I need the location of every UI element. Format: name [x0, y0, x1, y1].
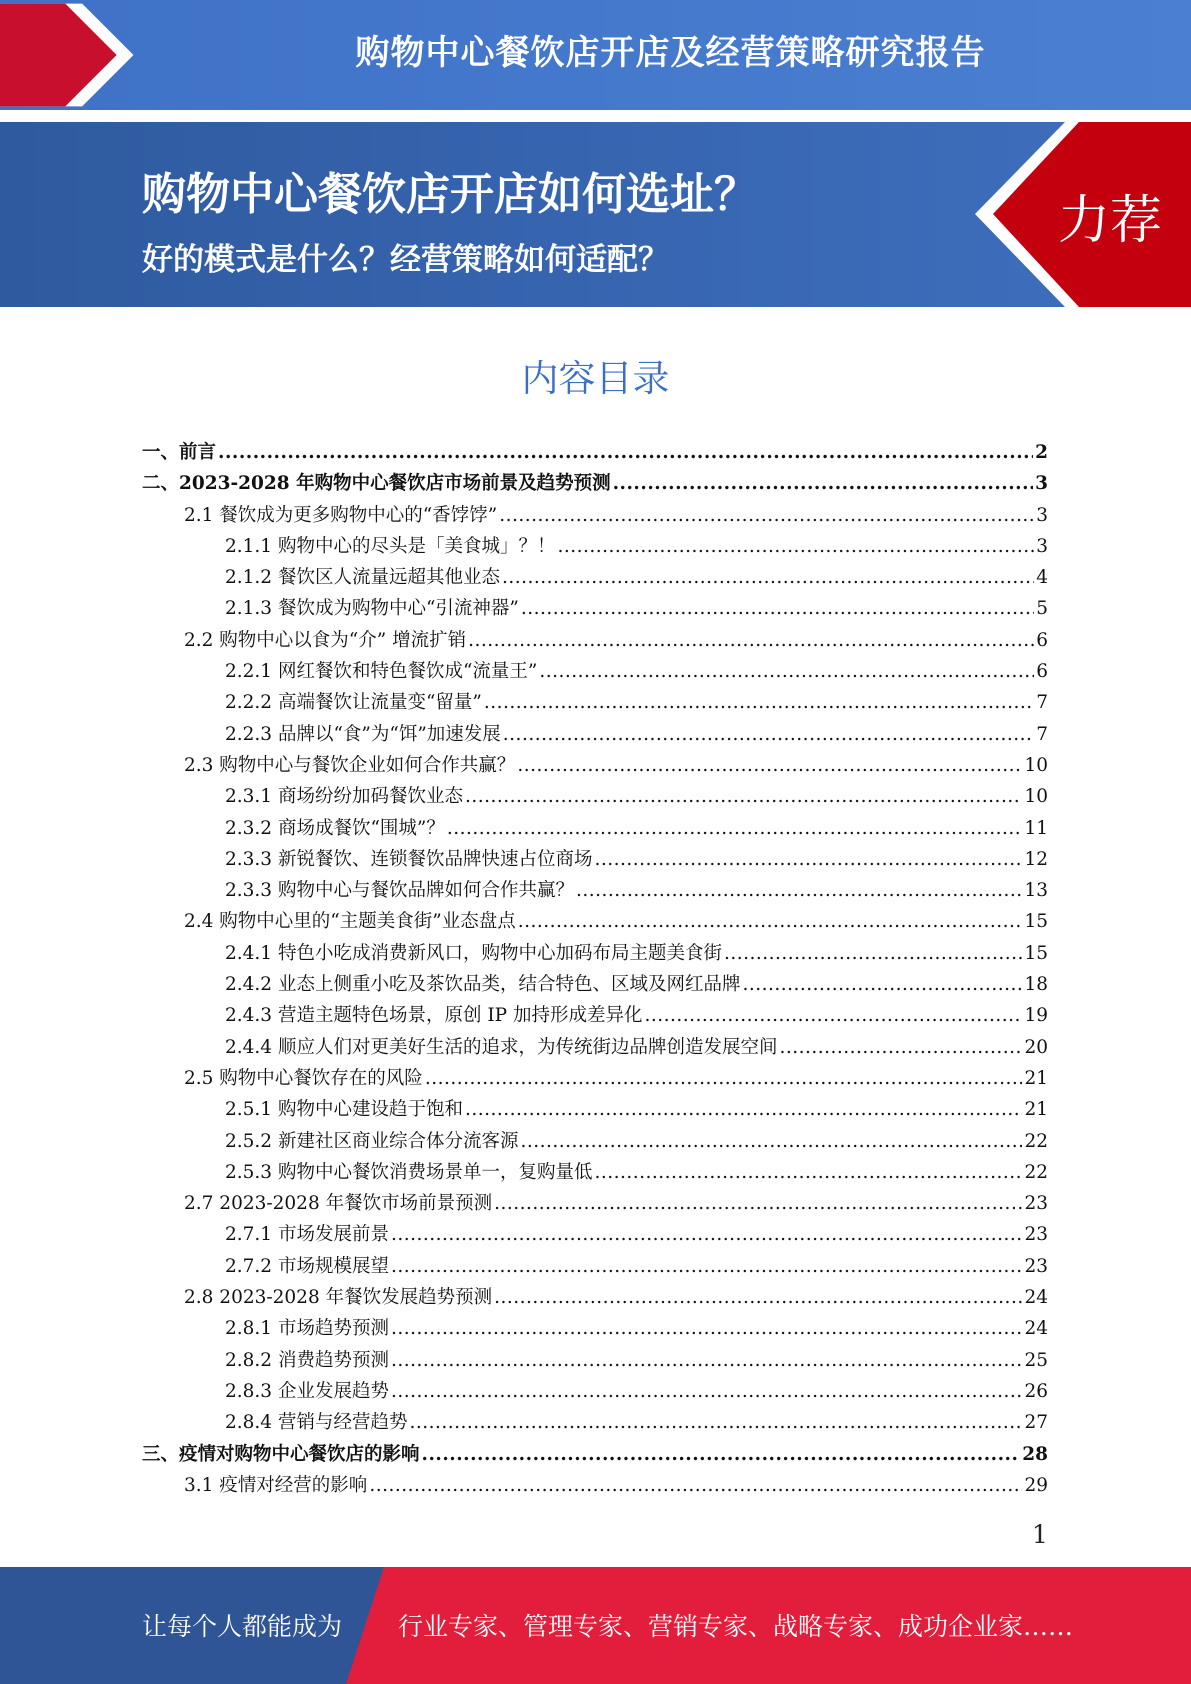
- toc-dot-leader: [742, 969, 1022, 1000]
- toc-entry-title: 一、前言: [142, 442, 217, 463]
- toc-entry-title: 2.7 2023-2028 年餐饮市场前景预测: [184, 1193, 493, 1215]
- toc-entry-title: 2.5.2 新建社区商业综合体分流客源: [225, 1130, 519, 1152]
- toc-entry-page: 27: [1024, 1412, 1048, 1434]
- toc-entry[interactable]: [142, 750, 1048, 781]
- toc-entry-page: 19: [1024, 1005, 1048, 1027]
- toc-entry-title: 2.5 购物中心餐饮存在的风险: [184, 1067, 423, 1089]
- toc-entry-title: 2.4.4 顺应人们对更美好生活的追求，为传统街边品牌创造发展空间: [225, 1036, 778, 1058]
- toc-dot-leader: [644, 1000, 1022, 1031]
- toc-entry-page: 7: [1036, 723, 1048, 745]
- toc-entry-page: 3: [1036, 535, 1048, 557]
- toc-entry[interactable]: [142, 593, 1048, 624]
- toc-dot-leader: [779, 1032, 1022, 1063]
- recommend-badge: 力荐: [1058, 191, 1163, 251]
- toc-entry-page: 12: [1024, 848, 1048, 870]
- toc-entry-page: 23: [1024, 1193, 1048, 1215]
- toc-entry-page: 21: [1024, 1067, 1048, 1089]
- toc-dot-leader: [468, 625, 1034, 656]
- toc-entry-page: 21: [1024, 1099, 1048, 1121]
- toc-dot-leader: [517, 750, 1022, 781]
- toc-entry-page: 10: [1024, 786, 1048, 808]
- banner-title: 购物中心餐饮店开店及经营策略研究报告: [355, 33, 986, 73]
- toc-entry[interactable]: [142, 1313, 1048, 1344]
- toc-entry[interactable]: [142, 1188, 1048, 1219]
- toc-entry-page: 7: [1036, 692, 1048, 714]
- toc-entry-page: 28: [1022, 1443, 1048, 1465]
- toc-dot-leader: [518, 906, 1023, 937]
- toc-entry-page: 10: [1024, 754, 1048, 776]
- toc-entry-page: 25: [1024, 1349, 1048, 1371]
- toc-entry[interactable]: [142, 437, 1048, 468]
- toc-entry[interactable]: [142, 1376, 1048, 1407]
- toc-entry[interactable]: [142, 1032, 1048, 1063]
- toc-entry[interactable]: [142, 1219, 1048, 1250]
- toc-dot-leader: [594, 844, 1022, 875]
- hero-subtitle: 好的模式是什么？经营策略如何适配？: [142, 242, 669, 278]
- toc-entry[interactable]: [142, 687, 1048, 718]
- toc-entry[interactable]: [142, 1282, 1048, 1313]
- toc-entry-page: 15: [1024, 942, 1048, 964]
- toc-entry-page: 6: [1036, 629, 1048, 651]
- toc-entry[interactable]: [142, 531, 1048, 562]
- toc-entry[interactable]: [142, 1000, 1048, 1031]
- toc-dot-leader: [391, 1219, 1022, 1250]
- toc-entry-page: 11: [1024, 817, 1048, 839]
- toc-entry-page: 23: [1024, 1224, 1048, 1246]
- toc-entry-page: 22: [1024, 1161, 1048, 1183]
- toc-entry[interactable]: [142, 969, 1048, 1000]
- toc-dot-leader: [465, 1094, 1022, 1125]
- toc-entry-title: 2.4.1 特色小吃成消费新风口，购物中心加码布局主题美食街: [225, 942, 722, 964]
- toc-dot-leader: [502, 562, 1034, 593]
- toc-entry[interactable]: [142, 1063, 1048, 1094]
- toc-entry-title: 2.3.3 购物中心与餐饮品牌如何合作共赢？: [225, 880, 574, 902]
- toc-entry[interactable]: [142, 1157, 1048, 1188]
- toc-entry-title: 3.1 疫情对经营的影响: [184, 1474, 368, 1496]
- toc-entry-title: 2.3.3 新锐餐饮、连锁餐饮品牌快速占位商场: [225, 848, 593, 870]
- toc-entry[interactable]: [142, 719, 1048, 750]
- toc-entry-title: 2.5.3 购物中心餐饮消费场景单一，复购量低: [225, 1161, 593, 1183]
- toc-entry[interactable]: [142, 906, 1048, 937]
- toc-dot-leader: [218, 437, 1033, 468]
- toc-dot-leader: [503, 719, 1034, 750]
- toc-entry[interactable]: [142, 1345, 1048, 1376]
- footer-slogan-right: 行业专家、管理专家、营销专家、战略专家、成功企业家……: [398, 1612, 1074, 1641]
- toc-entry[interactable]: [142, 1439, 1048, 1470]
- toc-entry-title: 2.2 购物中心以食为“介” 增流扩销: [184, 629, 467, 651]
- hero-section: [0, 122, 1191, 307]
- toc-entry[interactable]: [142, 500, 1048, 531]
- toc-entry-title: 2.1.1 购物中心的尽头是「美食城」？！: [225, 535, 556, 557]
- toc-entry-title: 2.2.1 网红餐饮和特色餐饮成“流量王”: [225, 661, 538, 683]
- toc-dot-leader: [724, 938, 1022, 969]
- toc-entry[interactable]: [142, 875, 1048, 906]
- toc-entry-page: 6: [1036, 661, 1048, 683]
- toc-dot-leader: [391, 1376, 1022, 1407]
- toc-entry[interactable]: [142, 625, 1048, 656]
- toc-entry[interactable]: [142, 1094, 1048, 1125]
- toc-entry[interactable]: [142, 1470, 1048, 1501]
- toc-entry-page: 18: [1024, 974, 1048, 996]
- toc-entry-page: 2: [1035, 442, 1048, 463]
- toc-entry[interactable]: [142, 781, 1048, 812]
- toc-entry-title: 二、2023-2028 年购物中心餐饮店市场前景及趋势预测: [142, 473, 611, 495]
- toc-entry-title: 2.2.2 高端餐饮让流量变“留量”: [225, 692, 482, 714]
- toc-dot-leader: [369, 1470, 1022, 1501]
- toc-entry-title: 三、疫情对购物中心餐饮店的影响: [142, 1443, 420, 1465]
- toc-entry-title: 2.4.2 业态上侧重小吃及茶饮品类，结合特色、区域及网红品牌: [225, 974, 741, 996]
- toc-dot-leader: [391, 1251, 1022, 1282]
- toc-dot-leader: [557, 531, 1034, 562]
- toc-entry-page: 29: [1024, 1474, 1048, 1496]
- toc-entry[interactable]: [142, 468, 1048, 499]
- table-of-contents: [142, 437, 1048, 1501]
- toc-entry-title: 2.3.2 商场成餐饮“围城”？: [225, 817, 445, 839]
- toc-entry-title: 2.4 购物中心里的“主题美食街”业态盘点: [184, 911, 516, 933]
- footer: [0, 1567, 1191, 1684]
- toc-dot-leader: [594, 1157, 1022, 1188]
- toc-entry-page: 23: [1024, 1255, 1048, 1277]
- toc-entry-page: 13: [1024, 880, 1048, 902]
- toc-entry-title: 2.2.3 品牌以“食”为“饵”加速发展: [225, 723, 501, 745]
- toc-entry-title: 2.5.1 购物中心建设趋于饱和: [225, 1099, 463, 1121]
- toc-dot-leader: [484, 687, 1034, 718]
- page-number: 1: [1032, 1520, 1048, 1549]
- toc-entry[interactable]: [142, 813, 1048, 844]
- toc-entry[interactable]: [142, 1126, 1048, 1157]
- toc-dot-leader: [425, 1063, 1023, 1094]
- footer-slogan-left: 让每个人都能成为: [142, 1612, 343, 1641]
- toc-entry-title: 2.1.3 餐饮成为购物中心“引流神器”: [225, 598, 519, 620]
- toc-entry-page: 24: [1024, 1318, 1048, 1340]
- toc-dot-leader: [520, 1126, 1022, 1157]
- toc-dot-leader: [391, 1313, 1022, 1344]
- toc-entry-page: 24: [1024, 1287, 1048, 1309]
- toc-entry-title: 2.8.1 市场趋势预测: [225, 1318, 389, 1340]
- toc-entry[interactable]: [142, 938, 1048, 969]
- toc-entry-title: 2.8.3 企业发展趋势: [225, 1380, 389, 1402]
- toc-entry[interactable]: [142, 844, 1048, 875]
- toc-entry-title: 2.7.1 市场发展前景: [225, 1224, 389, 1246]
- toc-entry-title: 2.8 2023-2028 年餐饮发展趋势预测: [184, 1287, 493, 1309]
- toc-entry-title: 2.7.2 市场规模展望: [225, 1255, 389, 1277]
- toc-dot-leader: [576, 875, 1022, 906]
- toc-entry-title: 2.4.3 营造主题特色场景，原创 IP 加持形成差异化: [225, 1005, 643, 1027]
- toc-heading: 内容目录: [521, 357, 670, 400]
- toc-dot-leader: [539, 656, 1034, 687]
- toc-dot-leader: [494, 1188, 1022, 1219]
- toc-entry[interactable]: [142, 1407, 1048, 1438]
- toc-entry-page: 4: [1036, 567, 1048, 589]
- toc-entry-title: 2.1 餐饮成为更多购物中心的“香饽饽”: [184, 504, 498, 526]
- toc-entry[interactable]: [142, 656, 1048, 687]
- hero-title: 购物中心餐饮店开店如何选址？: [142, 169, 758, 220]
- toc-entry-page: 3: [1036, 504, 1048, 526]
- top-banner: [0, 0, 1191, 110]
- toc-entry-page: 20: [1024, 1036, 1048, 1058]
- toc-entry[interactable]: [142, 562, 1048, 593]
- toc-dot-leader: [494, 1282, 1022, 1313]
- toc-entry-page: 5: [1036, 598, 1048, 620]
- toc-dot-leader: [465, 781, 1022, 812]
- toc-dot-leader: [422, 1439, 1021, 1470]
- toc-dot-leader: [409, 1407, 1022, 1438]
- toc-entry-title: 2.8.2 消费趋势预测: [225, 1349, 389, 1371]
- toc-dot-leader: [521, 593, 1034, 624]
- toc-dot-leader: [613, 468, 1034, 499]
- toc-entry-title: 2.1.2 餐饮区人流量远超其他业态: [225, 567, 500, 589]
- toc-entry[interactable]: [142, 1251, 1048, 1282]
- toc-entry-page: 26: [1024, 1380, 1048, 1402]
- toc-entry-title: 2.8.4 营销与经营趋势: [225, 1412, 408, 1434]
- toc-entry-page: 3: [1035, 473, 1048, 495]
- toc-dot-leader: [391, 1345, 1022, 1376]
- toc-dot-leader: [499, 500, 1034, 531]
- toc-entry-page: 15: [1024, 911, 1048, 933]
- toc-entry-title: 2.3.1 商场纷纷加码餐饮业态: [225, 786, 463, 808]
- red-arrow-decoration: [0, 0, 140, 110]
- toc-entry-page: 22: [1024, 1130, 1048, 1152]
- toc-entry-title: 2.3 购物中心与餐饮企业如何合作共赢？: [184, 754, 516, 776]
- toc-dot-leader: [447, 813, 1023, 844]
